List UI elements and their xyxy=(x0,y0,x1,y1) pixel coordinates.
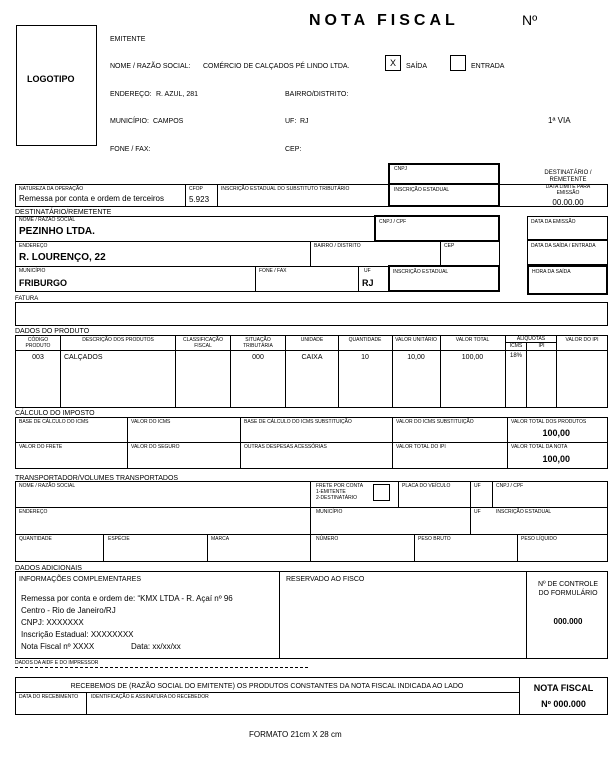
peso-liquido-label: PESO LÍQUIDO xyxy=(521,536,557,542)
divider xyxy=(310,481,311,507)
divider xyxy=(310,534,311,562)
numero-label: NÚMERO xyxy=(316,536,339,542)
frete-option-1: 1-EMITENTE xyxy=(316,489,346,495)
total-nota-value: 100,00 xyxy=(542,454,570,464)
data-limite-label: DATA LIMITE PARA EMISSÃO xyxy=(545,184,591,196)
dest-ie-label: INSCRIÇÃO ESTADUAL xyxy=(393,269,449,275)
entrada-checkbox[interactable] xyxy=(450,55,466,71)
data-emissao-box[interactable] xyxy=(527,216,608,240)
destinatario-section-label: DESTINATÁRIO/REMETENTE xyxy=(15,209,112,216)
col-header-classificacao: CLASSIFICAÇÃO FISCAL xyxy=(182,337,223,349)
emitente-cnpj-label: CNPJ xyxy=(394,166,408,172)
adicionais-section-label: DADOS ADICIONAIS xyxy=(15,565,82,572)
transp-nome-label: NOME / RAZÃO SOCIAL xyxy=(19,483,76,489)
emitente-cep-label: CEP: xyxy=(285,146,302,153)
data-limite-value: 00.00.00 xyxy=(552,198,584,207)
fatura-label: FATURA xyxy=(15,296,39,302)
transp-uf-label: UF xyxy=(474,483,481,489)
info-nota-line: Nota Fiscal nº XXXX xyxy=(21,642,95,651)
transp-endereco-label: ENDEREÇO xyxy=(19,509,48,515)
divider xyxy=(103,534,104,562)
divider xyxy=(517,534,518,562)
product-descricao: CALÇADOS xyxy=(64,354,103,361)
transp-uf2-label: UF xyxy=(474,509,481,515)
divider xyxy=(175,335,176,408)
divider xyxy=(279,571,280,659)
saida-checkmark: X xyxy=(389,58,396,68)
controle-value: 000.000 xyxy=(553,617,583,626)
frete-option-2: 2-DESTINATÁRIO xyxy=(316,495,358,501)
emitente-cnpj-box[interactable] xyxy=(388,163,500,185)
dest-cep-label: CEP xyxy=(444,243,455,249)
total-produtos-value: 100,00 xyxy=(542,428,570,438)
cfop-value: 5.923 xyxy=(189,195,210,204)
seguro-label: VALOR DO SEGURO xyxy=(131,444,180,450)
base-icms-label: BASE DE CÁLCULO DO ICMS xyxy=(19,419,89,425)
outras-despesas-label: OUTRAS DESPESAS ACESSÓRIAS xyxy=(244,444,327,450)
col-header-situacao: SITUAÇÃO TRIBUTÁRIA xyxy=(243,337,273,349)
controle-label-2: DO FORMULÁRIO xyxy=(538,590,598,597)
dest-nome-label: NOME / RAZÃO SOCIAL xyxy=(19,217,76,223)
col-header-unidade: UNIDADE xyxy=(300,337,324,343)
placa-label: PLACA DO VEÍCULO xyxy=(402,483,451,489)
peso-bruto-label: PESO BRUTO xyxy=(418,536,451,542)
divider xyxy=(60,335,61,408)
divider xyxy=(440,335,441,408)
formato-label: FORMATO 21cm X 28 cm xyxy=(249,730,342,739)
hora-saida-box[interactable] xyxy=(527,265,608,295)
imposto-section-label: CÁLCULO DO IMPOSTO xyxy=(15,410,95,417)
natureza-value: Remessa por conta e ordem de terceiros xyxy=(19,194,164,203)
divider xyxy=(230,335,231,408)
logo-placeholder: LOGOTIPO xyxy=(27,74,75,84)
divider xyxy=(15,442,608,443)
divider xyxy=(15,692,519,693)
transp-cnpj-label: CNPJ / CPF xyxy=(496,483,524,489)
transp-municipio-label: MUNICÍPIO xyxy=(316,509,343,515)
divider xyxy=(556,335,557,408)
divider xyxy=(310,241,311,266)
dest-uf: RJ xyxy=(362,278,374,288)
emitente-label: EMITENTE xyxy=(110,36,146,43)
divider xyxy=(414,534,415,562)
emitente-name: COMÉRCIO DE CALÇADOS PÉ LINDO LTDA. xyxy=(203,63,350,70)
data-saida-label: DATA DA SAÍDA / ENTRADA xyxy=(531,243,596,249)
emitente-uf: RJ xyxy=(300,118,309,125)
data-saida-box[interactable] xyxy=(527,240,608,265)
divider xyxy=(86,692,87,715)
document-title: NOTA FISCAL xyxy=(309,12,459,29)
transp-ie-label: INSCRIÇÃO ESTADUAL xyxy=(496,509,552,515)
cfop-label: CFOP xyxy=(189,186,203,192)
destinatario-remetente-label: DESTINATÁRIO / REMETENTE xyxy=(544,170,592,183)
info-data-line: Data: xx/xx/xx xyxy=(131,642,181,651)
info-line-4: Inscrição Estadual: XXXXXXXX xyxy=(21,630,134,639)
divider xyxy=(127,417,128,469)
assinatura-label: IDENTIFICAÇÃO E ASSINATURA DO RECEBEDOR xyxy=(91,694,209,700)
product-icms: 18% xyxy=(509,353,522,359)
fatura-box xyxy=(15,302,608,326)
info-line-2: Centro - Rio de Janeiro/RJ xyxy=(21,606,116,615)
document-number-label: Nº xyxy=(522,12,538,28)
divider xyxy=(392,335,393,408)
quantidade-label: QUANTIDADE xyxy=(19,536,52,542)
divider xyxy=(15,507,608,508)
saida-checkbox[interactable] xyxy=(385,55,401,71)
controle-label-1: Nº DE CONTROLE xyxy=(537,581,599,588)
col-header-valor-total: VALOR TOTAL xyxy=(455,337,490,343)
product-codigo: 003 xyxy=(32,354,44,361)
ie-emitente-label: INSCRIÇÃO ESTADUAL xyxy=(394,187,450,193)
canhoto-nota-label: NOTA FISCAL xyxy=(533,683,594,693)
divider xyxy=(492,481,493,507)
dest-municipio: FRIBURGO xyxy=(19,278,67,288)
divider xyxy=(392,417,393,469)
especie-label: ESPÉCIE xyxy=(108,536,130,542)
dest-endereco: R. LOURENÇO, 22 xyxy=(19,252,106,263)
impressor-label: DADOS DA AIDF E DO IMPRESSOR xyxy=(15,660,99,666)
divider xyxy=(470,481,471,534)
product-quantidade: 10 xyxy=(361,354,369,361)
via-label: 1ª VIA xyxy=(548,116,571,125)
valor-icms-label: VALOR DO ICMS xyxy=(131,419,171,425)
emitente-address: R. AZUL, 281 xyxy=(156,91,199,98)
dest-fone-label: FONE / FAX xyxy=(259,268,287,274)
divider xyxy=(207,534,208,562)
logo-box xyxy=(16,25,97,146)
col-header-icms: ICMS xyxy=(509,343,523,349)
perforation-line xyxy=(15,667,308,668)
hora-saida-label: HORA DA SAÍDA xyxy=(532,269,571,275)
divider xyxy=(358,266,359,292)
divider xyxy=(526,342,527,408)
natureza-label: NATUREZA DA OPERAÇÃO xyxy=(19,186,84,192)
dest-ie-box[interactable] xyxy=(388,265,500,292)
divider xyxy=(240,417,241,469)
dest-bairro-label: BAIRRO / DISTRITO xyxy=(314,243,361,249)
dest-endereco-label: ENDEREÇO xyxy=(19,243,48,249)
info-line-1: Remessa por conta e ordem de: “KMX LTDA - R. Açaí nº 96 xyxy=(21,594,233,603)
product-unidade: CAIXA xyxy=(301,354,323,361)
frete-checkbox[interactable] xyxy=(373,484,390,501)
divider xyxy=(185,184,186,207)
data-recebimento-label: DATA DO RECEBIMENTO xyxy=(19,694,79,700)
entrada-label: ENTRADA xyxy=(471,63,505,70)
frete-conta-label: FRETE POR CONTA xyxy=(316,483,364,489)
dest-cnpj-box[interactable] xyxy=(374,215,500,242)
col-header-codigo: CÓDIGO PRODUTO xyxy=(25,337,51,349)
ie-emitente-box[interactable] xyxy=(388,183,500,207)
col-header-valor-unitario: VALOR UNITÁRIO xyxy=(395,337,437,343)
transportador-section-label: TRANSPORTADOR/VOLUMES TRANSPORTADOS xyxy=(15,475,179,482)
divider xyxy=(398,481,399,507)
total-ipi-label: VALOR TOTAL DO IPI xyxy=(396,444,446,450)
data-emissao-label: DATA DA EMISSÃO xyxy=(531,219,576,225)
dest-municipio-label: MUNICÍPIO xyxy=(19,268,46,274)
emitente-municipio: CAMPOS xyxy=(153,118,184,125)
product-valor-total: 100,00 xyxy=(461,354,484,361)
product-valor-unitario: 10,00 xyxy=(407,354,425,361)
divider xyxy=(440,241,441,266)
product-situacao: 000 xyxy=(252,354,264,361)
emitente-address-label: ENDEREÇO: xyxy=(110,91,152,98)
total-nota-label: VALOR TOTAL DA NOTA xyxy=(511,444,568,450)
divider xyxy=(310,507,311,534)
divider xyxy=(338,335,339,408)
emitente-uf-label: UF: xyxy=(285,118,297,125)
divider xyxy=(255,266,256,292)
recebemos-text: RECEBEMOS DE (RAZÃO SOCIAL DO EMITENTE) OS PRODUTOS CONSTANTES DA NOTA FISCAL INDICADA AO LADO xyxy=(70,683,464,690)
emitente-fone-label: FONE / FAX: xyxy=(110,146,151,153)
col-header-descricao: DESCRIÇÃO DOS PRODUTOS xyxy=(82,337,154,343)
valor-subst-label: VALOR DO ICMS SUBSTITUIÇÃO xyxy=(396,419,474,425)
ie-substituto-label: INSCRIÇÃO ESTADUAL DO SUBSTITUTO TRIBUTÁRIO xyxy=(221,186,350,192)
divider xyxy=(526,571,527,659)
info-line-3: CNPJ: XXXXXXX xyxy=(21,618,84,627)
canhoto-nota-numero: Nº 000.000 xyxy=(541,699,586,709)
divider xyxy=(15,350,608,351)
dest-nome: PEZINHO LTDA. xyxy=(19,226,95,237)
saida-label: SAÍDA xyxy=(406,63,428,70)
col-header-ipi: IPI xyxy=(538,343,545,349)
col-header-quantidade: QUANTIDADE xyxy=(348,337,382,343)
frete-label: VALOR DO FRETE xyxy=(19,444,63,450)
reservado-fisco-label: RESERVADO AO FISCO xyxy=(286,576,365,583)
dest-uf-label: UF xyxy=(364,268,371,274)
divider xyxy=(507,417,508,469)
divider xyxy=(285,335,286,408)
emitente-municipio-label: MUNICÍPIO: xyxy=(110,118,149,125)
base-subst-label: BASE DE CÁLCULO DO ICMS SUBSTITUIÇÃO xyxy=(244,419,352,425)
info-complementares-label: INFORMAÇÕES COMPLEMENTARES xyxy=(19,576,141,583)
dest-cnpj-label: CNPJ / CPF xyxy=(379,219,407,225)
col-header-aliquotas: ALÍQUOTAS xyxy=(516,336,546,342)
total-produtos-label: VALOR TOTAL DOS PRODUTOS xyxy=(511,419,587,425)
col-header-valor-ipi: VALOR DO IPI xyxy=(565,337,599,343)
divider xyxy=(217,184,218,207)
produto-section-label: DADOS DO PRODUTO xyxy=(15,328,90,335)
marca-label: MARCA xyxy=(211,536,230,542)
emitente-bairro-label: BAIRRO/DISTRITO: xyxy=(285,91,349,98)
emitente-name-label: NOME / RAZÃO SOCIAL: xyxy=(110,63,191,70)
